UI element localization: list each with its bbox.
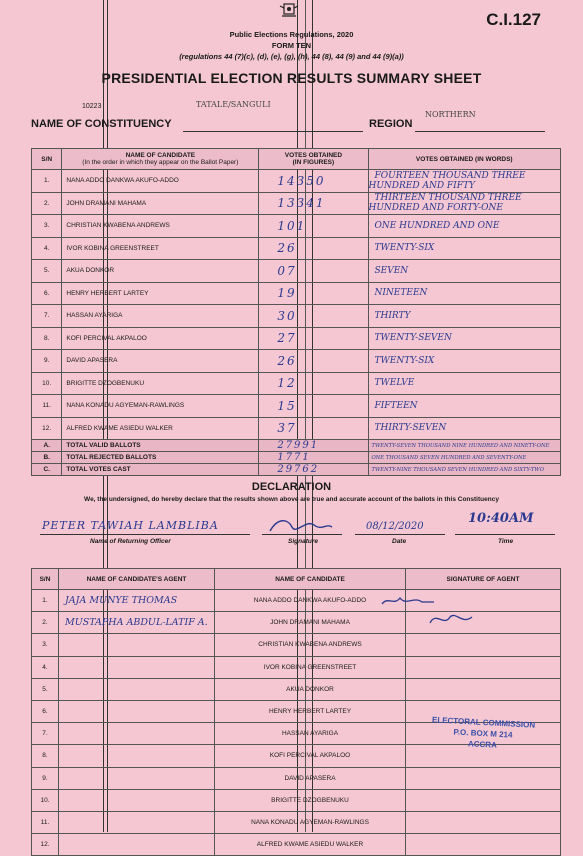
votes-figures: 19 — [277, 286, 297, 301]
row-sn: 7. — [32, 305, 62, 328]
votes-words-cell — [368, 237, 561, 260]
date-label: Date — [392, 538, 407, 545]
page-title: PRESIDENTIAL ELECTION RESULTS SUMMARY SHEET — [101, 70, 482, 86]
constituency-code: 10223 — [82, 103, 102, 110]
col-name — [62, 149, 259, 170]
agent-signature-cell — [406, 767, 561, 789]
total-figures-cell — [259, 452, 368, 464]
agent-candidate-name: HASSAN AYARIGA — [215, 723, 406, 745]
total-figures: 27991 — [277, 440, 320, 451]
total-sn: C. — [32, 464, 62, 476]
votes-figures: 07 — [277, 263, 297, 278]
agent-signature-cell — [406, 811, 561, 833]
agent-signature-cell — [406, 678, 561, 700]
votes-words: FIFTEEN — [374, 400, 418, 411]
row-sn: 3. — [32, 215, 62, 238]
agent-row — [32, 656, 561, 678]
agent-name-cell — [59, 834, 215, 856]
agent-name-cell — [59, 745, 215, 767]
total-label: TOTAL REJECTED BALLOTS — [62, 452, 259, 464]
agent-name — [59, 839, 65, 850]
votes-figures: 101 — [277, 218, 307, 233]
agent-name-cell — [59, 700, 215, 722]
col-name-label: NAME OF CANDIDATE — [125, 152, 196, 159]
agents-col-signature: SIGNATURE OF AGENT — [406, 569, 561, 590]
result-row — [32, 170, 561, 193]
agent-name — [59, 795, 65, 806]
agent-name — [59, 639, 65, 650]
form-name: FORM TEN — [271, 41, 312, 50]
candidate-name: DAVID APASERA — [62, 350, 259, 373]
candidate-name: NANA KONADU AGYEMAN-RAWLINGS — [62, 395, 259, 418]
votes-words: TWENTY-SIX — [374, 355, 435, 366]
row-sn: 4. — [32, 237, 62, 260]
regulations-title: Public Elections Regulations, 2020 — [229, 30, 354, 39]
total-figures: 29762 — [277, 464, 320, 475]
votes-figures: 12 — [277, 376, 297, 391]
votes-figures-cell — [259, 260, 368, 283]
row-sn: 1. — [32, 170, 62, 193]
agent-row-sn: 3. — [32, 634, 59, 656]
agent-candidate-name: KOFI PERCIVAL AKPALOO — [215, 745, 406, 767]
votes-figures: 27 — [277, 331, 297, 346]
result-row — [32, 395, 561, 418]
agent-candidate-name: BRIGITTE DZOGBENUKU — [215, 789, 406, 811]
votes-figures: 37 — [277, 421, 297, 436]
result-row — [32, 417, 561, 440]
votes-words: THIRTY-SEVEN — [374, 423, 447, 434]
votes-figures-cell — [259, 282, 368, 305]
row-sn: 6. — [32, 282, 62, 305]
stamp-line-3: ACCRA — [467, 739, 498, 750]
agent-row-sn: 1. — [32, 590, 59, 612]
result-row — [32, 350, 561, 373]
form-code: C.I.127 — [486, 10, 541, 29]
time-underline — [455, 534, 555, 535]
total-row — [32, 464, 561, 476]
declaration-text: We, the undersigned, do hereby declare that the results shown above are true and accurate account of the ballots in this Constituency — [84, 496, 499, 503]
agent-row — [32, 767, 561, 789]
results-table — [31, 148, 561, 476]
result-row — [32, 327, 561, 350]
votes-words: TWENTY-SIX — [374, 243, 435, 254]
agent-signature-cell — [406, 656, 561, 678]
coat-of-arms-icon — [278, 2, 300, 18]
votes-words: FOURTEEN THOUSAND THREE HUNDRED AND FIFTY — [368, 170, 526, 191]
agent-row — [32, 590, 561, 612]
agent-name — [59, 750, 65, 761]
candidate-name: KOFI PERCIVAL AKPALOO — [62, 327, 259, 350]
result-row — [32, 372, 561, 395]
date-value: 08/12/2020 — [366, 521, 424, 532]
votes-figures-cell — [259, 170, 368, 193]
agent-name — [59, 684, 65, 695]
official-stamp — [423, 714, 543, 753]
total-words: TWENTY-SEVEN THOUSAND NINE HUNDRED AND NINETY-ONE — [371, 443, 550, 449]
agent-name — [59, 817, 65, 828]
votes-figures: 13341 — [277, 196, 326, 211]
agent-name-cell — [59, 789, 215, 811]
col-words: VOTES OBTAINED (IN WORDS) — [368, 149, 561, 170]
votes-words-cell — [368, 372, 561, 395]
agent-row — [32, 811, 561, 833]
result-row — [32, 237, 561, 260]
officer-label: Name of Returning Officer — [90, 538, 171, 545]
agent-row-sn: 5. — [32, 678, 59, 700]
total-words: ONE THOUSAND SEVEN HUNDRED AND SEVENTY-ONE — [371, 455, 527, 461]
agents-table — [31, 568, 561, 856]
candidate-name: AKUA DONKOR — [62, 260, 259, 283]
votes-figures-cell — [259, 417, 368, 440]
agent-row-sn: 8. — [32, 745, 59, 767]
agent-name-cell — [59, 590, 215, 612]
total-label: TOTAL VOTES CAST — [62, 464, 259, 476]
total-figures-cell — [259, 464, 368, 476]
votes-words-cell — [368, 305, 561, 328]
agent-candidate-name: AKUA DONKOR — [215, 678, 406, 700]
candidate-name: JOHN DRAMANI MAHAMA — [62, 192, 259, 215]
signature-label: Signature — [288, 538, 318, 545]
votes-words: THIRTEEN THOUSAND THREE HUNDRED AND FORTY-ONE — [368, 193, 522, 214]
agent-row-sn: 10. — [32, 789, 59, 811]
agent-name-cell — [59, 612, 215, 634]
agent-candidate-name: CHRISTIAN KWABENA ANDREWS — [215, 634, 406, 656]
agent-row — [32, 678, 561, 700]
stamp-line-2: P.O. BOX M 214 — [453, 727, 513, 740]
votes-figures-cell — [259, 192, 368, 215]
agent-name — [59, 728, 65, 739]
row-sn: 11. — [32, 395, 62, 418]
agent-candidate-name: IVOR KOBINA GREENSTREET — [215, 656, 406, 678]
agent-row-sn: 11. — [32, 811, 59, 833]
total-words-cell — [368, 464, 561, 476]
votes-figures-cell — [259, 215, 368, 238]
col-figures-label: VOTES OBTAINED — [284, 152, 343, 159]
result-row — [32, 215, 561, 238]
votes-words-cell — [368, 170, 561, 193]
votes-figures-cell — [259, 350, 368, 373]
agent-row — [32, 834, 561, 856]
agent-row — [32, 612, 561, 634]
agent-row-sn: 9. — [32, 767, 59, 789]
votes-words-cell — [368, 350, 561, 373]
agent-candidate-name: DAVID APASERA — [215, 767, 406, 789]
votes-words-cell — [368, 260, 561, 283]
votes-words: TWELVE — [374, 378, 415, 389]
agent-name — [59, 662, 65, 673]
total-figures-cell — [259, 440, 368, 452]
agents-col-agent: NAME OF CANDIDATE'S AGENT — [59, 569, 215, 590]
votes-figures: 26 — [277, 241, 297, 256]
region-value: NORTHERN — [425, 110, 476, 119]
region-label: REGION — [369, 118, 413, 130]
total-row — [32, 440, 561, 452]
agent-row — [32, 634, 561, 656]
total-row — [32, 452, 561, 464]
time-label: Time — [498, 538, 514, 545]
total-sn: A. — [32, 440, 62, 452]
agent-name-cell — [59, 656, 215, 678]
votes-words-cell — [368, 417, 561, 440]
row-sn: 8. — [32, 327, 62, 350]
candidate-name: HASSAN AYARIGA — [62, 305, 259, 328]
votes-words: NINETEEN — [374, 288, 428, 299]
votes-figures: 30 — [277, 308, 297, 323]
total-words: TWENTY-NINE THOUSAND SEVEN HUNDRED AND SIXTY-TWO — [371, 467, 544, 473]
declaration-heading: DECLARATION — [251, 481, 332, 493]
time-value: 10:40AM — [468, 511, 534, 526]
signature-underline — [262, 534, 342, 535]
total-words-cell — [368, 452, 561, 464]
row-sn: 5. — [32, 260, 62, 283]
agent-candidate-name: HENRY HERBERT LARTEY — [215, 700, 406, 722]
votes-figures-cell — [259, 237, 368, 260]
candidate-name: ALFRED KWAME ASIEDU WALKER — [62, 417, 259, 440]
agent-candidate-name: NANA ADDO DANKWA AKUFO-ADDO — [215, 590, 406, 612]
agents-col-sn: S/N — [32, 569, 59, 590]
agent-row-sn: 12. — [32, 834, 59, 856]
stamp-line-1: ELECTORAL COMMISSION — [431, 715, 536, 730]
votes-figures: 15 — [277, 398, 297, 413]
agent-name — [59, 706, 65, 717]
result-row — [32, 282, 561, 305]
total-figures: 1771 — [277, 452, 311, 463]
votes-words-cell — [368, 215, 561, 238]
col-figures-sub: (IN FIGURES) — [292, 159, 335, 166]
votes-words-cell — [368, 282, 561, 305]
votes-figures-cell — [259, 327, 368, 350]
candidate-name: HENRY HERBERT LARTEY — [62, 282, 259, 305]
officer-underline — [40, 534, 250, 535]
candidate-name: NANA ADDO DANKWA AKUFO-ADDO — [62, 170, 259, 193]
agent-row — [32, 789, 561, 811]
col-sn: S/N — [32, 149, 62, 170]
agent-row-sn: 4. — [32, 656, 59, 678]
total-label: TOTAL VALID BALLOTS — [62, 440, 259, 452]
agent-signature-cell — [406, 789, 561, 811]
constituency-value: TATALE/SANGULI — [196, 100, 271, 109]
agent-row-sn: 7. — [32, 723, 59, 745]
constituency-label: NAME OF CONSTITUENCY — [31, 118, 172, 130]
row-sn: 10. — [32, 372, 62, 395]
agent-name: JAJA MUNYE THOMAS — [65, 595, 178, 607]
votes-figures: 14350 — [277, 173, 326, 188]
votes-words-cell — [368, 192, 561, 215]
votes-figures-cell — [259, 372, 368, 395]
row-sn: 12. — [32, 417, 62, 440]
officer-name: PETER TAWIAH LAMBLIBA — [42, 519, 219, 532]
row-sn: 9. — [32, 350, 62, 373]
agent-row-sn: 6. — [32, 700, 59, 722]
agent-name-cell — [59, 811, 215, 833]
candidate-name: BRIGITTE DZOGBENUKU — [62, 372, 259, 395]
col-name-sub: (In the order in which they appear on the Ballot Paper) — [82, 159, 239, 166]
date-underline — [355, 534, 445, 535]
agent-signature-cell — [406, 634, 561, 656]
agent-candidate-name: NANA KONADU AGYEMAN-RAWLINGS — [215, 811, 406, 833]
regulation-references: (regulations 44 (7)(c), (d), (e), (g), (h), 44 (8), 44 (9) and 44 (9)(a)) — [179, 52, 404, 61]
agent-row-sn: 2. — [32, 612, 59, 634]
agent-name-cell — [59, 723, 215, 745]
agent-name: MUSTAPHA ABDUL-LATIF A. — [65, 617, 208, 629]
agent-signature-2-icon — [426, 609, 476, 629]
result-row — [32, 305, 561, 328]
votes-words: TWENTY-SEVEN — [374, 333, 452, 344]
col-figures — [259, 149, 368, 170]
agent-signature-cell — [406, 834, 561, 856]
candidate-name: IVOR KOBINA GREENSTREET — [62, 237, 259, 260]
agents-col-candidate: NAME OF CANDIDATE — [215, 569, 406, 590]
total-sn: B. — [32, 452, 62, 464]
votes-words-cell — [368, 327, 561, 350]
votes-words: ONE HUNDRED AND ONE — [374, 220, 500, 231]
agent-candidate-name: ALFRED KWAME ASIEDU WALKER — [215, 834, 406, 856]
result-row — [32, 260, 561, 283]
votes-words-cell — [368, 395, 561, 418]
agent-name-cell — [59, 767, 215, 789]
votes-words: THIRTY — [374, 310, 411, 321]
agent-name-cell — [59, 634, 215, 656]
constituency-underline — [183, 131, 363, 132]
row-sn: 2. — [32, 192, 62, 215]
votes-figures: 26 — [277, 353, 297, 368]
region-underline — [415, 131, 545, 132]
votes-figures-cell — [259, 395, 368, 418]
votes-figures-cell — [259, 305, 368, 328]
agent-name — [59, 773, 65, 784]
agent-name-cell — [59, 678, 215, 700]
candidate-name: CHRISTIAN KWABENA ANDREWS — [62, 215, 259, 238]
agent-candidate-name: JOHN DRAMANI MAHAMA — [215, 612, 406, 634]
result-row — [32, 192, 561, 215]
total-words-cell — [368, 440, 561, 452]
votes-words: SEVEN — [374, 265, 409, 276]
